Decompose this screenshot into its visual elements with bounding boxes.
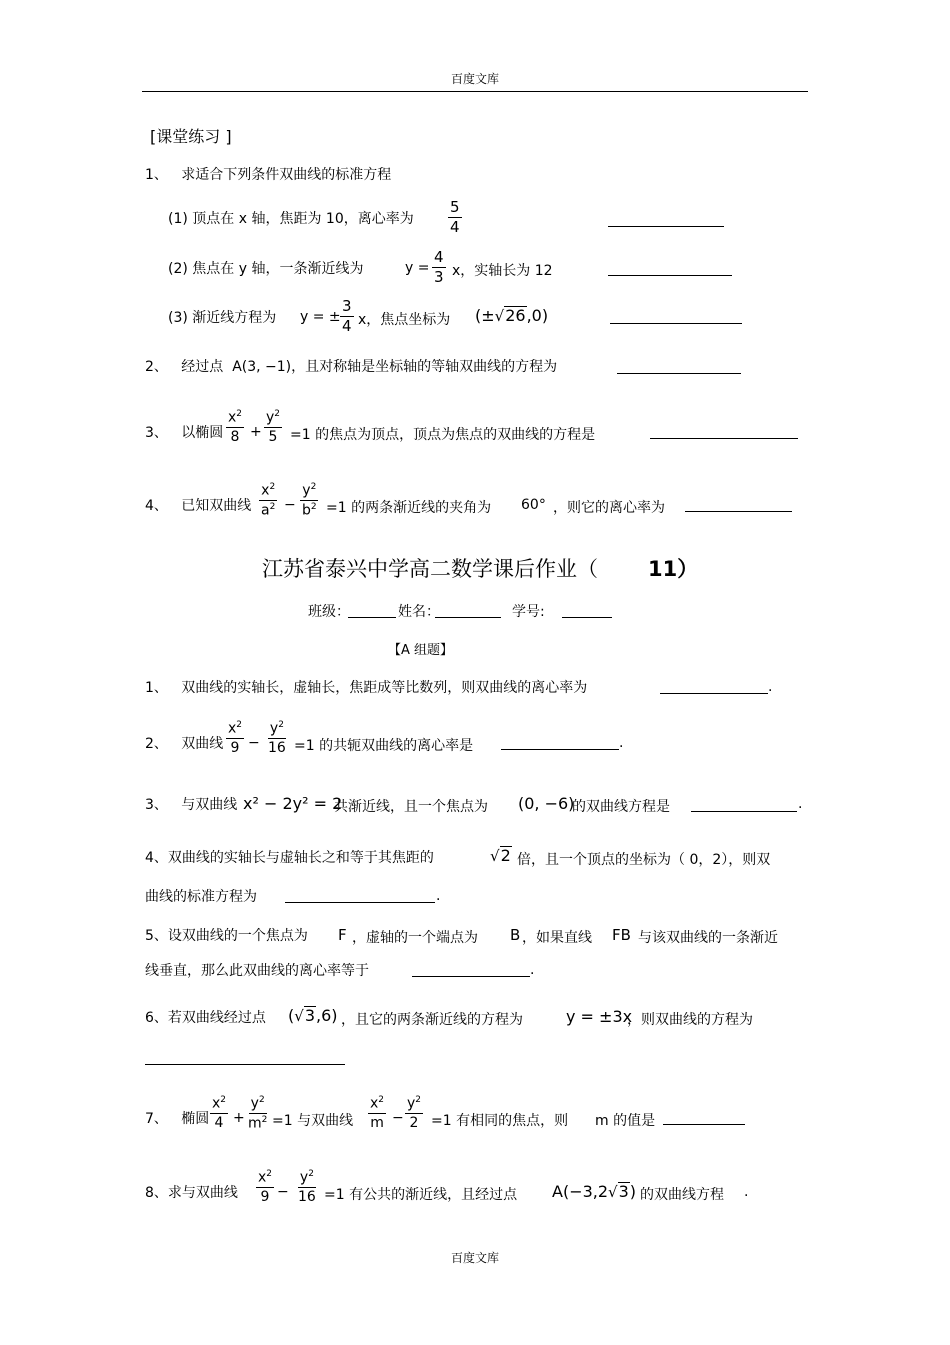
q-text: =1 有公共的渐近线，且经过点 (324, 1187, 518, 1203)
radical (490, 846, 512, 865)
answer-blank[interactable] (608, 275, 732, 276)
q-text: 与双曲线 (181, 797, 238, 813)
numerator: 4 (434, 248, 444, 266)
operator: − (248, 735, 260, 751)
q-text: =1 的焦点为顶点，顶点为焦点的双曲线的方程是 (290, 427, 596, 443)
numerator: y (299, 1169, 309, 1186)
period: . (768, 679, 773, 695)
answer-blank[interactable] (650, 438, 798, 439)
q-number: 1、 (145, 167, 168, 183)
homework-number: 11） (648, 557, 699, 581)
exponent: 2 (308, 1169, 314, 1179)
answer-blank[interactable] (608, 226, 724, 227)
focus-point (475, 306, 548, 325)
page-header: 百度文库 (450, 72, 499, 86)
denominator: 8 (230, 428, 240, 445)
denominator: 4 (342, 317, 352, 335)
homework-q3 (145, 796, 237, 814)
q-number: 3、 (145, 425, 168, 441)
equation: x² − 2y² = 2 (243, 794, 343, 813)
class-blank[interactable] (348, 617, 396, 618)
answer-blank[interactable] (691, 811, 797, 812)
operator: − (277, 1184, 289, 1200)
id-blank[interactable] (562, 617, 612, 618)
q-text: ，虚轴的一个端点为 (352, 930, 478, 946)
q-number: 3、 (145, 797, 168, 813)
period: . (436, 888, 441, 904)
fraction (432, 248, 446, 287)
fraction (264, 408, 282, 446)
homework-title: 江苏省泰兴中学高二数学课后作业（ (262, 557, 598, 581)
fraction (266, 719, 288, 757)
radicand: 3 (304, 1006, 315, 1025)
point-open: ( (288, 1006, 295, 1025)
name-blank[interactable] (435, 617, 501, 618)
denominator: 16 (298, 1188, 316, 1205)
q-text: ，如果直线 (522, 930, 592, 946)
exponent: 2 (278, 720, 284, 730)
endpoint-label: B (510, 926, 521, 944)
sqrt-icon: √ (490, 847, 500, 865)
exponent: 2 (258, 1095, 265, 1105)
point-open: (± (475, 306, 495, 325)
fraction (226, 719, 244, 757)
q-number: 2、 (145, 359, 168, 375)
group-label: 【A 组题】 (388, 643, 454, 658)
homework-q4-cont: 曲线的标准方程为 (145, 889, 257, 905)
equation: y = ±3x (566, 1007, 633, 1026)
operator: − (392, 1110, 404, 1126)
denominator: 5 (268, 428, 278, 445)
line-label: FB (612, 926, 631, 944)
point-close: ) (629, 1182, 637, 1201)
numerator: 3 (342, 297, 352, 315)
q-number: 2、 (145, 736, 168, 752)
fraction (448, 198, 462, 237)
homework-q6: 6、若双曲线经过点 (145, 1010, 266, 1026)
q-text: 倍，且一个顶点的坐标为（ 0，2），则双 (517, 852, 771, 868)
denominator: 9 (230, 739, 240, 756)
practice-q1-1: (1) 顶点在 x 轴，焦距为 10，离心率为 (168, 211, 414, 227)
numerator: y (266, 409, 275, 426)
denominator: 3 (434, 268, 444, 286)
denominator: 9 (260, 1188, 270, 1205)
q-text: =1 与双曲线 (272, 1113, 354, 1129)
name-label: 姓名： (398, 604, 440, 620)
fraction (368, 1094, 386, 1132)
q-text: ，则它的离心率为 (553, 500, 665, 516)
fraction (226, 408, 244, 446)
equation: y = (405, 260, 430, 276)
fraction (259, 481, 277, 519)
answer-blank[interactable] (663, 1124, 745, 1125)
operator: + (233, 1110, 245, 1126)
denominator: 2 (409, 1114, 419, 1131)
point: A(3, −1) (232, 359, 292, 375)
denominator: a (261, 502, 270, 519)
numerator: 5 (450, 198, 460, 216)
answer-blank[interactable] (412, 976, 530, 977)
answer-blank[interactable] (617, 373, 741, 374)
q-text: 共渐近线，且一个焦点为 (334, 799, 488, 815)
q-text: 双曲线 (181, 736, 224, 752)
exponent: 2 (378, 1095, 385, 1105)
exponent: 2 (274, 409, 281, 419)
fraction (210, 1094, 228, 1132)
point-close: ,0) (526, 306, 549, 325)
exponent: 2 (269, 482, 276, 492)
exponent: 2 (261, 1114, 268, 1125)
q-text: 经过点 (181, 359, 224, 375)
denominator: 4 (214, 1114, 224, 1131)
exponent: 2 (220, 1095, 227, 1105)
fraction (246, 1094, 269, 1132)
period: . (530, 962, 535, 978)
class-label: 班级： (308, 604, 350, 620)
denominator: m (370, 1114, 384, 1131)
numerator: y (269, 720, 279, 737)
exponent: 2 (266, 1169, 273, 1179)
q-text: =1 的共轭双曲线的离心率是 (294, 738, 474, 754)
angle-value: 60° (521, 497, 546, 513)
answer-blank[interactable] (660, 693, 768, 694)
page-footer: 百度文库 (450, 1251, 499, 1265)
fraction (405, 1094, 423, 1132)
radicand: 3 (618, 1182, 629, 1201)
homework-q5: 5、设双曲线的一个焦点为 (145, 928, 308, 944)
numerator: x (212, 1095, 221, 1112)
period: . (744, 1184, 749, 1200)
homework-q8: 8、求与双曲线 (145, 1185, 238, 1201)
id-label: 学号: (512, 604, 545, 620)
practice-q1 (145, 166, 391, 184)
header-rule (142, 91, 808, 92)
fraction (296, 1168, 318, 1206)
exponent: 2 (415, 1095, 422, 1105)
practice-q1-3: (3) 渐近线方程为 (168, 310, 277, 326)
q-text: m 的值是 (595, 1113, 656, 1129)
answer-blank[interactable] (610, 323, 742, 324)
fraction (256, 1168, 274, 1206)
q-text: x，实轴长为 12 (452, 263, 553, 279)
point: (0, −6) (518, 794, 575, 813)
numerator: x (228, 409, 237, 426)
q-text: ，且对称轴是坐标轴的等轴双曲线的方程为 (291, 359, 558, 375)
homework-q4: 4、双曲线的实轴长与虚轴长之和等于其焦距的 (145, 850, 434, 866)
q-text: 已知双曲线 (181, 498, 252, 514)
operator: + (250, 424, 262, 440)
fraction (340, 297, 354, 336)
answer-blank[interactable] (285, 902, 435, 903)
answer-blank[interactable] (145, 1064, 345, 1065)
homework-q7 (145, 1110, 209, 1128)
exponent: 2 (236, 720, 243, 730)
numerator: y (302, 482, 311, 499)
numerator: x (370, 1095, 379, 1112)
exponent: 2 (310, 501, 317, 512)
sqrt-icon: √ (608, 1183, 618, 1201)
practice-q4 (145, 497, 251, 515)
practice-heading: [课堂练习 ] (150, 127, 232, 146)
practice-q3 (145, 424, 223, 442)
q-number: 7、 (145, 1111, 168, 1127)
homework-q1 (145, 679, 587, 697)
q-text: 的双曲线方程 (640, 1187, 724, 1203)
practice-q2 (145, 358, 557, 376)
q-text: 求适合下列条件双曲线的标准方程 (181, 167, 392, 183)
sqrt-icon: √ (494, 307, 505, 325)
exponent: 2 (310, 482, 317, 492)
point (288, 1006, 338, 1025)
q-text: 以椭圆 (181, 425, 224, 441)
denominator: 4 (450, 218, 460, 236)
q-text: 的双曲线方程是 (572, 799, 670, 815)
q-text: ，则双曲线的方程为 (627, 1012, 753, 1028)
q-number: 4、 (145, 498, 168, 514)
equation: y = ± (300, 309, 341, 325)
numerator: x (258, 1169, 267, 1186)
period: . (798, 796, 803, 812)
fraction (300, 481, 319, 519)
homework-q5-cont: 线垂直，那么此双曲线的离心率等于 (145, 963, 369, 979)
denominator: 16 (268, 739, 286, 756)
answer-blank[interactable] (685, 511, 792, 512)
denominator: b (302, 502, 311, 519)
point-open: A(−3,2 (552, 1182, 609, 1201)
numerator: x (261, 482, 270, 499)
sqrt-icon: √ (294, 1007, 304, 1025)
answer-blank[interactable] (501, 749, 619, 750)
numerator: y (407, 1095, 416, 1112)
numerator: x (228, 720, 237, 737)
q-text: 与该双曲线的一条渐近 (638, 930, 778, 946)
radicand: 26 (505, 306, 526, 325)
homework-q2 (145, 735, 223, 753)
q-text: =1 的两条渐近线的夹角为 (326, 500, 492, 516)
focus-label: F (338, 926, 347, 944)
radicand: 2 (500, 846, 511, 865)
q-text: ，且它的两条渐近线的方程为 (341, 1012, 523, 1028)
q-number: 1、 (145, 680, 168, 696)
q-text: 椭圆 (181, 1111, 210, 1127)
denominator: m (248, 1115, 262, 1132)
period: . (619, 735, 624, 751)
practice-q1-2: (2) 焦点在 y 轴，一条渐近线为 (168, 261, 364, 277)
q-text: x，焦点坐标为 (358, 312, 451, 328)
point-close: ,6) (316, 1006, 338, 1025)
q-text: 双曲线的实轴长，虚轴长，焦距成等比数列，则双曲线的离心率为 (181, 680, 588, 696)
numerator: y (250, 1095, 259, 1112)
operator: − (284, 497, 296, 513)
exponent: 2 (269, 501, 276, 512)
exponent: 2 (236, 409, 243, 419)
point (552, 1182, 636, 1201)
q-text: =1 有相同的焦点，则 (431, 1113, 569, 1129)
